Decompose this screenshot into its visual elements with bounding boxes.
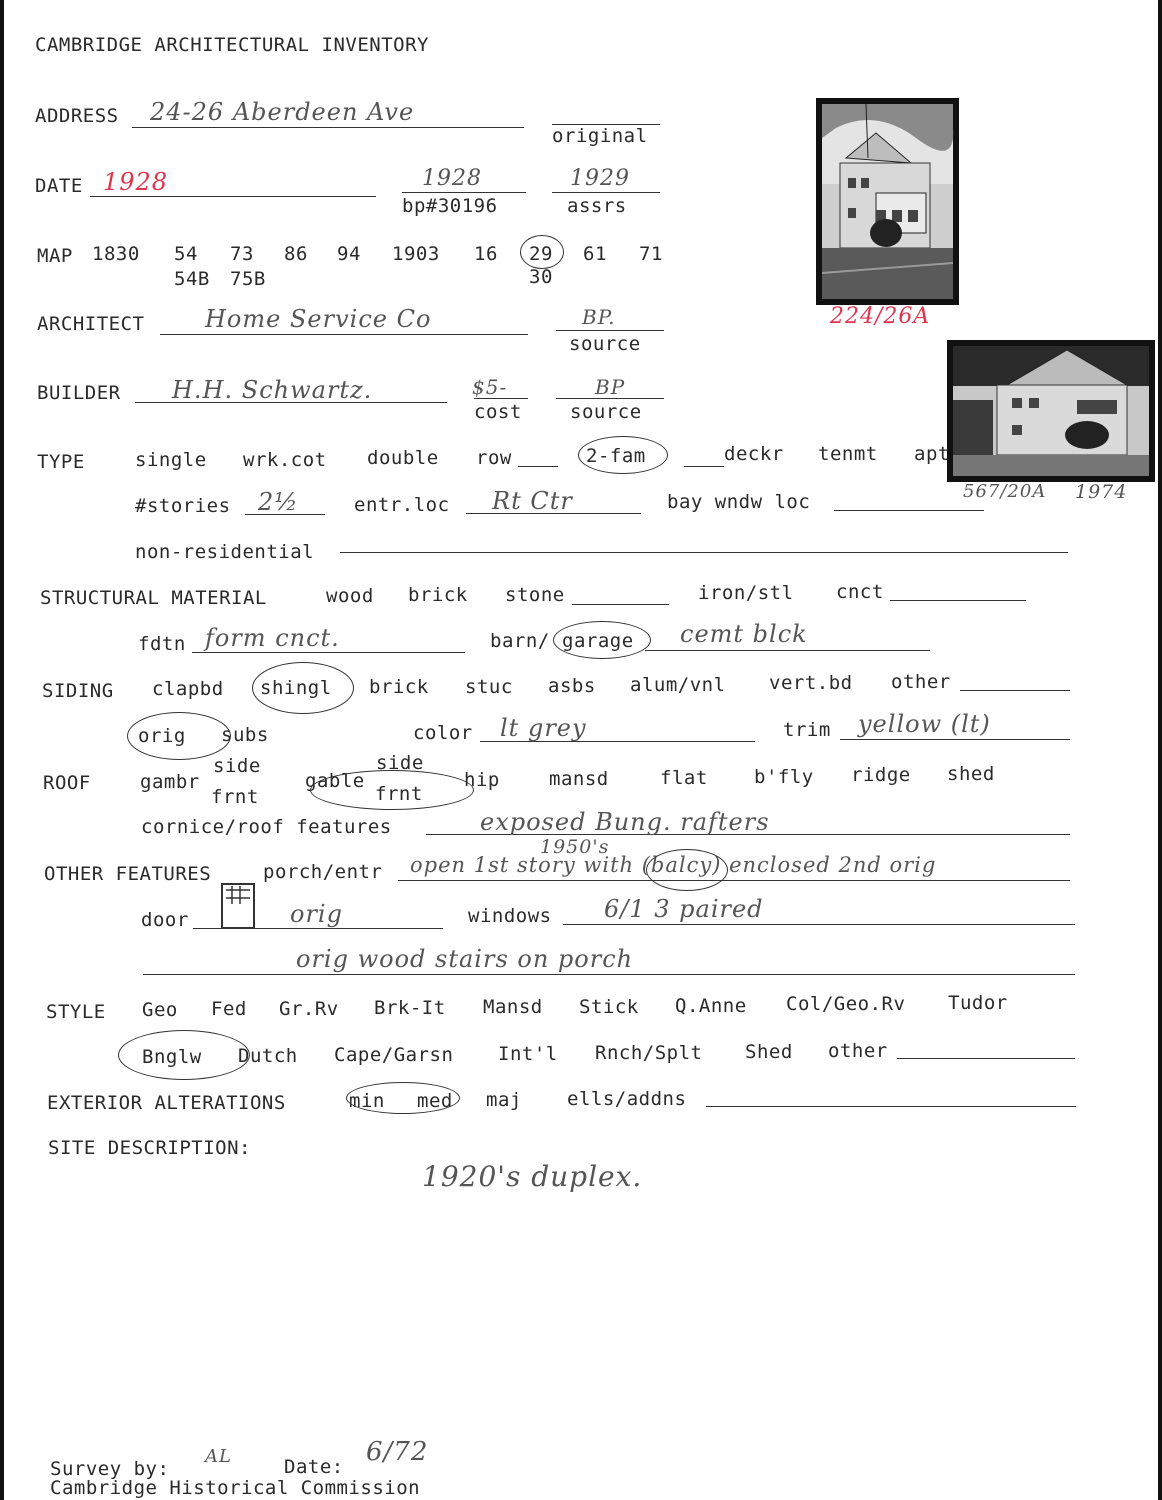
style-brk-it: Brk-It [374, 997, 446, 1019]
survey-date-value: 6/72 [366, 1437, 429, 1467]
siding-brick: brick [369, 676, 429, 698]
cost-value: $5- [472, 375, 508, 399]
architect-value: Home Service Co [205, 305, 432, 333]
siding-other: other [891, 671, 951, 693]
garage-label: garage [562, 630, 634, 652]
roof-gable: gable [305, 770, 365, 792]
windows-label: windows [468, 905, 552, 927]
house-photo-side-image [947, 340, 1155, 482]
roof-bfly: b'fly [754, 766, 814, 788]
type-2-fam: 2-fam [586, 445, 646, 467]
assrs-value: 1929 [570, 166, 630, 191]
style-tudor: Tudor [948, 992, 1008, 1014]
alterations-label: EXTERIOR ALTERATIONS [47, 1092, 286, 1114]
style-cape-garsn: Cape/Garsn [334, 1044, 454, 1066]
non-residential-line [340, 552, 1068, 553]
trim-line [840, 739, 1070, 740]
circle-orig [127, 712, 231, 760]
builder-source-value: BP [595, 375, 626, 399]
subs-label: subs [221, 724, 269, 746]
style-fed: Fed [211, 998, 247, 1020]
cnct-line [890, 600, 1026, 601]
map-year-16: 16 [474, 243, 498, 265]
house-photo-front [816, 98, 959, 305]
door-label: door [141, 909, 189, 931]
trim-value: yellow (lt) [858, 710, 991, 738]
builder-value: H.H. Schwartz. [172, 376, 373, 404]
alterations-maj: maj [486, 1089, 522, 1111]
trim-label: trim [783, 719, 831, 741]
orig-label: orig [138, 725, 186, 747]
style-col-geo-rv: Col/Geo.Rv [786, 993, 906, 1015]
style-stick: Stick [579, 996, 639, 1018]
style-rnch-splt: Rnch/Splt [595, 1042, 703, 1064]
door-sketch-icon [218, 880, 258, 930]
stone-line [572, 604, 669, 605]
builder-source-line [556, 398, 664, 399]
roof-shed: shed [947, 763, 995, 785]
date-label: DATE [35, 175, 83, 197]
scan-edge-left [0, 0, 4, 1500]
map-year-73: 73 [230, 243, 254, 265]
fdtn-line [192, 652, 465, 653]
roof-gable-frnt: frnt [375, 783, 423, 805]
circle-shingl [252, 662, 354, 714]
survey-by-value: AL [205, 1446, 232, 1467]
site-description-value: 1920's duplex. [422, 1160, 643, 1193]
siding-asbs: asbs [548, 675, 596, 697]
siding-vert-bd: vert.bd [769, 672, 853, 694]
date-value: 1928 [103, 168, 169, 196]
address-line [132, 127, 524, 128]
builder-label: BUILDER [37, 382, 121, 404]
bp-date-value: 1928 [422, 166, 482, 191]
map-year-61: 61 [583, 243, 607, 265]
barn-value: cemt blck [680, 620, 808, 648]
structural-cnct: cnct [836, 581, 884, 603]
map-year-75b: 75B [230, 268, 266, 290]
siding-other-line [960, 690, 1070, 691]
deckr-line [684, 466, 724, 467]
bp-number: bp#30196 [402, 195, 498, 217]
style-bnglw: Bnglw [142, 1046, 202, 1068]
features-extra-value: orig wood stairs on porch [296, 945, 634, 973]
structural-brick: brick [408, 584, 468, 606]
style-other: other [828, 1040, 888, 1062]
type-deckr: deckr [724, 443, 784, 465]
architect-source-line [556, 330, 664, 331]
type-tenmt: tenmt [818, 443, 878, 465]
style-dutch: Dutch [238, 1045, 298, 1067]
roof-flat: flat [660, 767, 708, 789]
map-year-94: 94 [337, 243, 361, 265]
type-wrk-cot: wrk.cot [243, 449, 327, 471]
commission-name: Cambridge Historical Commission [50, 1477, 421, 1499]
features-extra-line [143, 974, 1075, 975]
map-year-1830: 1830 [92, 243, 140, 265]
alterations-ells-addns: ells/addns [567, 1088, 687, 1110]
door-line [193, 928, 443, 929]
roof-label: ROOF [43, 772, 91, 794]
cornice-label: cornice/roof features [141, 816, 392, 838]
style-gr-rv: Gr.Rv [279, 998, 339, 1020]
roof-hip: hip [464, 769, 500, 791]
map-year-1903: 1903 [392, 243, 440, 265]
builder-source-label: source [570, 401, 642, 423]
entr-loc-label: entr.loc [354, 494, 450, 516]
style-mansd: Mansd [483, 996, 543, 1018]
porch-entr-label: porch/entr [263, 861, 383, 883]
structural-label: STRUCTURAL MATERIAL [40, 587, 267, 609]
alterations-med: med [417, 1090, 453, 1112]
style-shed: Shed [745, 1041, 793, 1063]
assrs-line [552, 192, 660, 193]
type-row: row [476, 447, 512, 469]
circle-2-fam [578, 436, 668, 474]
bp-line [402, 192, 526, 193]
date-line [90, 196, 376, 197]
color-value: lt grey [500, 714, 587, 742]
roof-gambr: gambr [140, 771, 200, 793]
photo2-caption: 567/20A [963, 481, 1047, 502]
porch-entr-line [398, 880, 1070, 881]
map-year-86: 86 [284, 243, 308, 265]
type-apt: apt [914, 443, 950, 465]
cost-line [474, 398, 528, 399]
roof-gambr-frnt: frnt [211, 786, 259, 808]
original-label: original [552, 125, 648, 147]
architect-line [160, 334, 528, 335]
fdtn-label: fdtn [138, 633, 186, 655]
bay-wndw-line [834, 510, 984, 511]
address-value: 24-26 Aberdeen Ave [150, 98, 415, 126]
style-intl: Int'l [498, 1043, 558, 1065]
roof-mansd: mansd [549, 768, 609, 790]
scan-edge-right [1158, 0, 1162, 1500]
circle-garage [553, 621, 651, 659]
siding-label: SIDING [42, 680, 114, 702]
other-features-label: OTHER FEATURES [44, 863, 212, 885]
structural-wood: wood [326, 585, 374, 607]
style-other-line [897, 1058, 1075, 1059]
style-geo: Geo [142, 999, 178, 1021]
house-photo-front-image [816, 98, 959, 305]
circle-29 [520, 235, 564, 269]
circle-gable-frnt [310, 770, 474, 810]
site-description-label: SITE DESCRIPTION: [48, 1137, 251, 1159]
map-year-29: 29 [529, 243, 553, 265]
windows-line [563, 924, 1075, 925]
color-label: color [413, 722, 473, 744]
siding-shingl: shingl [260, 677, 332, 699]
address-label: ADDRESS [35, 105, 119, 127]
map-year-71: 71 [639, 243, 663, 265]
fdtn-value: form cnct. [205, 624, 340, 652]
door-value: orig [290, 900, 343, 928]
structural-iron-stl: iron/stl [698, 582, 794, 604]
stories-label: #stories [135, 495, 231, 517]
map-year-30: 30 [529, 266, 553, 288]
bay-wndw-label: bay wndw loc [667, 491, 811, 513]
structural-stone: stone [505, 584, 565, 606]
windows-value: 6/1 3 paired [604, 895, 764, 923]
type-double: double [367, 447, 439, 469]
style-q-anne: Q.Anne [675, 995, 747, 1017]
photo2-year: 1974 [1075, 481, 1128, 503]
photo1-caption: 224/26A [830, 304, 931, 329]
assrs-label: assrs [567, 195, 627, 217]
type-label: TYPE [37, 451, 85, 473]
stories-value: 2½ [258, 488, 299, 516]
alterations-line [706, 1106, 1076, 1107]
map-label: MAP [37, 245, 73, 267]
barn-label: barn/ [490, 630, 550, 652]
circle-min-med [346, 1082, 460, 1114]
circle-bnglw [118, 1030, 250, 1080]
porch-entr-value: open 1st story with (balcy) enclosed 2nd orig [410, 853, 937, 877]
cost-label: cost [474, 401, 522, 423]
roof-gable-side: side [376, 752, 424, 774]
house-photo-side [947, 340, 1155, 482]
cornice-value: exposed Bung. rafters [480, 808, 770, 836]
roof-ridge: ridge [851, 764, 911, 786]
siding-clapbd: clapbd [152, 678, 224, 700]
type-single: single [135, 449, 207, 471]
row-line [518, 466, 558, 467]
barn-line [645, 650, 930, 651]
architect-source-label: source [569, 333, 641, 355]
siding-stuc: stuc [465, 676, 513, 698]
architect-label: ARCHITECT [37, 313, 145, 335]
non-residential-label: non-residential [135, 541, 315, 563]
porch-note: 1950's [540, 836, 610, 858]
survey-by-label: Survey by: [50, 1458, 170, 1480]
circle-balcy [646, 849, 728, 891]
survey-date-label: Date: [284, 1456, 344, 1478]
alterations-min: min [349, 1090, 385, 1112]
form-title: CAMBRIDGE ARCHITECTURAL INVENTORY [35, 34, 429, 56]
siding-alum-vnl: alum/vnl [630, 674, 726, 696]
style-label: STYLE [46, 1001, 106, 1023]
architect-source-value: BP. [582, 305, 616, 329]
entr-loc-value: Rt Ctr [492, 487, 573, 515]
roof-gambr-side: side [213, 755, 261, 777]
map-year-54b: 54B [174, 268, 210, 290]
map-year-54: 54 [174, 243, 198, 265]
